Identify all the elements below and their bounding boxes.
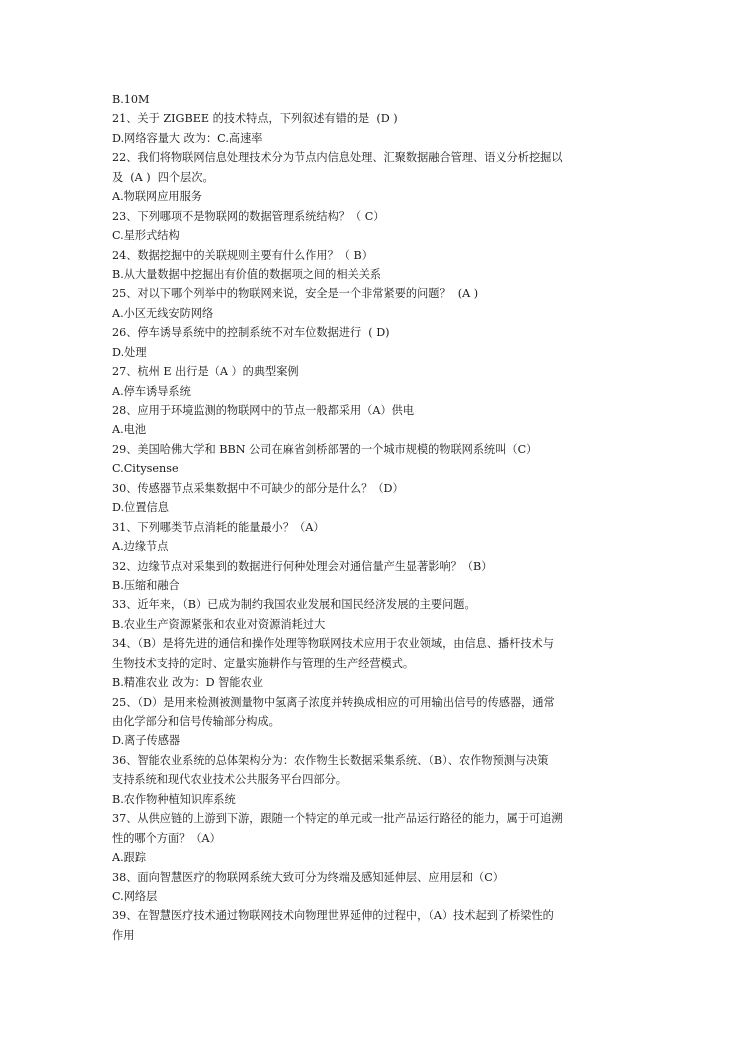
text-line: 25、（D）是用来检测被测量物中氢离子浓度并转换成相应的可用输出信号的传感器，通常 — [112, 695, 555, 709]
text-line: D.处理 — [112, 345, 147, 359]
text-line: 由化学部分和信号传输部分构成。 — [112, 715, 280, 728]
text-line: 26、停车诱导系统中的控制系统不对车位数据进行 ( D) — [112, 326, 390, 340]
text-line: 25、对以下哪个列举中的物联网来说，安全是一个非常紧要的问题？ (A ) — [112, 287, 479, 301]
text-line: 32、边缘节点对采集到的数据进行何种处理会对通信量产生显著影响？（B） — [112, 559, 493, 573]
text-line: A.电池 — [112, 423, 147, 437]
text-line: A.跟踪 — [112, 851, 147, 865]
text-line: B.10M — [112, 93, 150, 106]
text-line: 34、（B）是将先进的通信和操作处理等物联网技术应用于农业领域，由信息、播杆技术与 — [112, 637, 554, 651]
text-line: B.农作物种植知识库系统 — [112, 792, 236, 806]
text-line: 29、美国哈佛大学和 BBN 公司在麻省剑桥部署的一个城市规模的物联网系统叫（C） — [112, 442, 538, 456]
text-line: 31、下列哪类节点消耗的能量最小？（A） — [112, 520, 325, 534]
text-line: D.位置信息 — [112, 501, 169, 515]
text-line: A.物联网应用服务 — [112, 190, 202, 204]
text-line: 23、下列哪项不是物联网的数据管理系统结构？（ C） — [112, 209, 385, 223]
text-line: B.农业生产资源紧张和农业对资源消耗过大 — [112, 617, 326, 631]
text-line: 36、智能农业系统的总体架构分为：农作物生长数据采集系统、（B）、农作物预测与决策 — [112, 753, 549, 767]
text-line: B.从大量数据中挖掘出有价值的数据项之间的相关关系 — [112, 267, 382, 281]
text-line: A.停车诱导系统 — [112, 384, 191, 398]
text-line: 性的哪个方面？（A） — [112, 831, 221, 845]
text-line: 21、关于 ZIGBEE 的技术特点，下列叙述有错的是 (D ) — [112, 112, 398, 126]
text-line: D.离子传感器 — [112, 734, 181, 748]
text-line: 27、杭州 E 出行是（A ）的典型案例 — [112, 365, 299, 379]
text-line: 作用 — [112, 928, 135, 942]
document-body — [112, 90, 637, 945]
text-line: B.压缩和融合 — [112, 578, 180, 592]
text-line: B.精准农业 改为：D 智能农业 — [112, 676, 263, 690]
text-line: 37、从供应链的上游到下游，跟随一个特定的单元或一批产品运行路径的能力，属于可追溯 — [112, 812, 563, 826]
text-line: A.边缘节点 — [112, 540, 169, 554]
text-line: 33、近年来，（B）已成为制约我国农业发展和国民经济发展的主要问题。 — [112, 598, 476, 612]
text-line: A.小区无线安防网络 — [112, 306, 214, 320]
text-line: 39、在智慧医疗技术通过物联网技术向物理世界延伸的过程中，（A）技术起到了桥梁性的 — [112, 909, 554, 923]
text-line: 22、我们将物联网信息处理技术分为节点内信息处理、汇聚数据融合管理、语义分析挖掘以 — [112, 151, 563, 165]
text-line: 28、应用于环境监测的物联网中的节点一般都采用（A）供电 — [112, 404, 415, 417]
text-line: 30、传感器节点采集数据中不可缺少的部分是什么？（D） — [112, 481, 404, 495]
text-line: D.网络容量大 改为：C.高速率 — [112, 131, 263, 145]
text-line: C.网络层 — [112, 889, 158, 903]
text-line: C.星形式结构 — [112, 229, 180, 243]
text-line: 及 (A ) 四个层次。 — [112, 170, 214, 184]
text-line: C.Citysense — [112, 462, 179, 476]
text-line: 支持系统和现代农业技术公共服务平台四部分。 — [112, 773, 347, 787]
text-line: 24、数据挖掘中的关联规则主要有什么作用？（ B） — [112, 248, 373, 262]
text-line: 生物技术支持的定时、定量实施耕作与管理的生产经营模式。 — [112, 656, 415, 670]
text-line: 38、面向智慧医疗的物联网系统大致可分为终端及感知延伸层、应用层和（C） — [112, 870, 504, 884]
